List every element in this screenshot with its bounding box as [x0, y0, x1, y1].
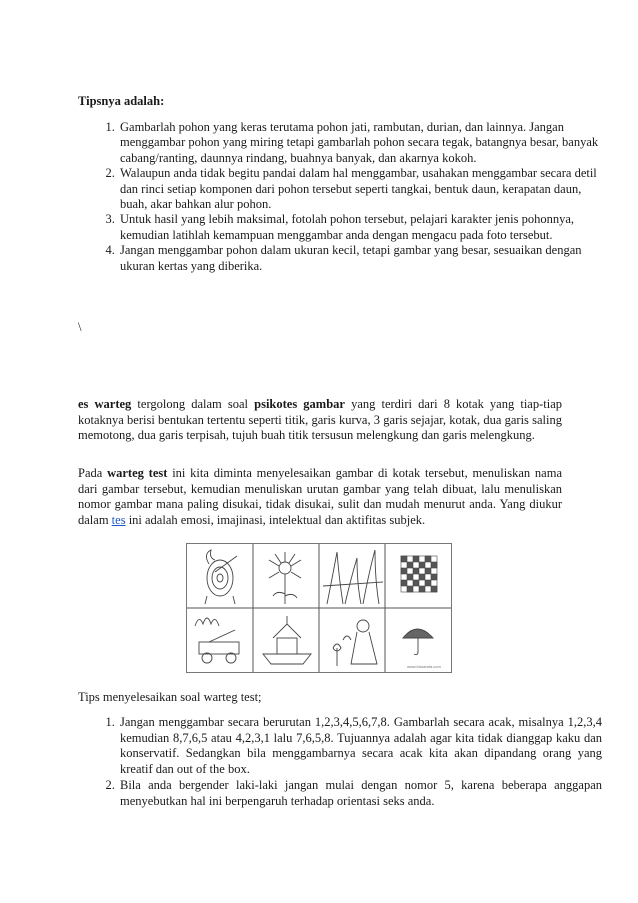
ship-sketch: [263, 616, 311, 664]
warteg-instructions-paragraph: [78, 466, 562, 528]
list-item: 2. Bila anda bergender laki-laki jangan mulai dengan nomor 5, karena beberapa anggapan menyebutkan hal ini berpengaruh terhadap orientasi seks anda.: [118, 778, 602, 809]
tips-list: [78, 120, 600, 274]
paragraph-text: ini adalah emosi, imajinasi, intelektual dan aktifitas subjek.: [125, 512, 426, 527]
watermark-text: www.fotoanda.com: [407, 664, 441, 669]
warteg-grid-drawing: [187, 544, 451, 672]
stray-backslash: \: [78, 320, 82, 334]
paragraph-text: yang terdiri dari 8 kotak yang tiap-tiap kotaknya berisi bentukan tertentu seperti titik, garis kurva, 3 garis sejajar, kotak, dua garis saling memotong, dua garis terpisah, tujuh buah titik tersusun melengkung dan garis melengkung.: [78, 397, 562, 443]
checkerboard-sketch: [401, 556, 437, 592]
list-item: 1. Jangan menggambar secara berurutan 1,2,3,4,5,6,7,8. Gambarlah secara acak, misalnya 1,2,3,4 kemudian 8,7,6,5 atau 4,2,3,1 lalu 7,6,5,8. Tujuannya adalah agar kita tidak dianggap kaku dan konservatif. Sedangkan bila menggambarnya secara acak kita akan dipandang orang yang kreatif dan out of the box.: [118, 715, 602, 777]
grass-sketch: [323, 550, 383, 604]
umbrella-sketch: [403, 629, 433, 655]
paragraph-text: ini kita diminta menyelesaikan gambar di kotak tersebut, menuliskan nama dari gambar tersebut, kemudian menuliskan urutan gambar yang telah dibuat, lalu menuliskan nomor gambar mana paling disukai, tidak disukai, sulit dan mudah menurut anda. Yang diukur dalam: [78, 466, 562, 527]
girl-sketch: [333, 620, 377, 666]
warteg-description-paragraph: [78, 397, 562, 444]
paragraph-bold-term: warteg test: [107, 466, 168, 480]
target-sketch: [205, 550, 237, 604]
warteg-test-figure: [186, 543, 452, 673]
paragraph-text: Pada: [78, 466, 108, 480]
paragraph-text: tergolong dalam soal: [131, 397, 255, 411]
list-item: 1. Gambarlah pohon yang keras terutama pohon jati, rambutan, durian, dan lainnya. Jangan menggambar pohon yang miring tetapi gambarlah pohon secara tegak, batangnya besar, banyak cabang/ranting, daunnya rindang, buahnya banyak, dan akarnya kokoh.: [118, 120, 600, 166]
list-item: 3. Untuk hasil yang lebih maksimal, fotolah pohon tersebut, pelajari karakter jenis pohonnya, kemudian latihlah kemampuan menggambar anda dengan mengacu pada foto tersebut.: [118, 212, 600, 243]
tips2-heading: Tips menyelesaikan soal warteg test;: [78, 690, 262, 704]
list-item: 2. Walaupun anda tidak begitu pandai dalam hal menggambar, usahakan menggambar secara detil dan rinci setiap komponen dari pohon tersebut seperti tangkai, bentuk daun, kerapatan daun, buah, akar bahkan alur pohon.: [118, 166, 600, 212]
tes-link[interactable]: tes: [111, 512, 126, 527]
tips2-list: [78, 715, 602, 811]
flower-sketch: [269, 552, 301, 604]
tips-heading: Tipsnya adalah:: [78, 94, 165, 108]
paragraph-bold-term: psikotes gambar: [254, 397, 345, 411]
list-item: 4. Jangan menggambar pohon dalam ukuran kecil, tetapi gambar yang besar, sesuaikan dengan ukuran kertas yang diberika.: [118, 243, 600, 274]
vehicle-sketch: [195, 618, 239, 663]
paragraph-lead: es warteg: [78, 397, 132, 411]
